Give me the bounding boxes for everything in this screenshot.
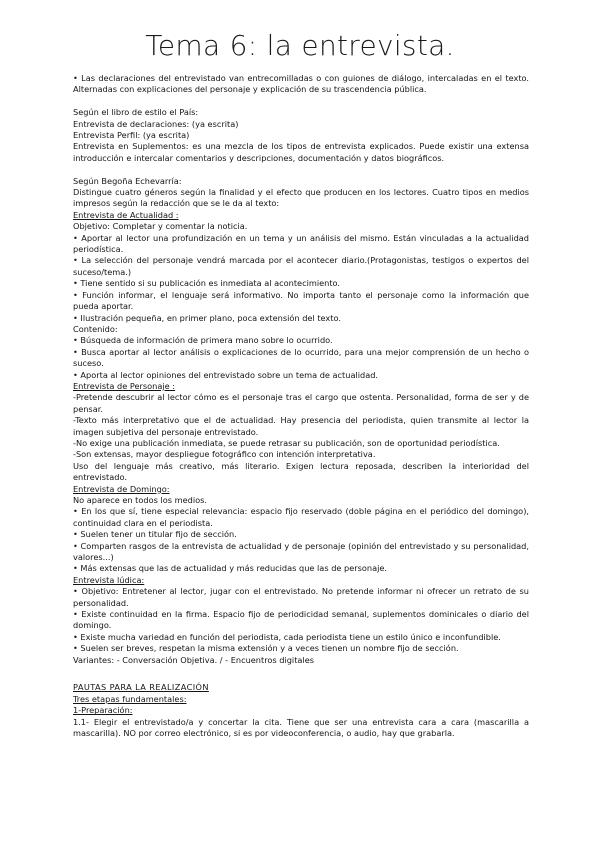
paragraph-suplementos: Entrevista en Suplementos: es una mezcla de los tipos de entrevista explicados. Puede existir una extensa introducción e intercalar comentarios y descripciones, documentación y datos biográficos.: [73, 141, 529, 163]
heading-begona: Según Begoña Echevarría:: [73, 175, 182, 186]
bullet-domingo-1: • En los que sí, tiene especial relevancia: espacio fijo reservado (doble página en el periódico del domingo), continuidad clara en el periodista.: [73, 506, 529, 528]
heading-pautas: PAUTAS PARA LA REALIZACIÓN: [73, 682, 209, 693]
heading-entrevista-personaje: Entrevista de Personaje :: [73, 380, 176, 391]
heading-entrevista-domingo: Entrevista de Domingo:: [73, 483, 170, 494]
heading-tres-etapas: Tres etapas fundamentales:: [73, 693, 187, 704]
page-title: Tema 6: la entrevista.: [145, 29, 455, 62]
bullet-actualidad-1: • Aportar al lector una profundización en un tema y un análisis del mismo. Están vinculadas a la actualidad periodística.: [73, 232, 529, 255]
bullet-ludica-1: • Objetivo: Entretener al lector, jugar con el entrevistado. No pretende informar ni ofrecer un retrato de su personalidad.: [73, 586, 529, 608]
bullet-domingo-4: • Más extensas que las de actualidad y más reducidas que las de personaje.: [73, 563, 388, 574]
line-no-aparece: No aparece en todos los medios.: [73, 495, 207, 505]
spacer: [73, 666, 529, 677]
dash-personaje-3: -No exige una publicación inmediata, se puede retrasar su publicación, son de oportunidad periodística.: [73, 437, 500, 448]
paragraph-elegir-entrevistado: 1.1- Elegir el entrevistado/a y concertar la cita. Tiene que ser una entrevista cara a cara (mascarilla a mascarilla). NO por correo electrónico, si es por videoconferencia, o audio, hay que grabarla.: [73, 716, 529, 739]
line-variantes: Variantes: - Conversación Objetiva. / - Encuentros digitales: [73, 654, 315, 665]
bullet-actualidad-2: • La selección del personaje vendrá marcada por el acontecer diario.(Protagonistas, testigos o expertos del suceso/tema.): [73, 255, 529, 277]
dash-personaje-4: -Son extensas, mayor despliegue fotográfico con intención interpretativa.: [73, 449, 376, 460]
bullet-ludica-4: • Suelen ser breves, respetan la misma extensión y a veces tienen un nombre fijo de sección.: [73, 643, 459, 654]
bullet-contenido-1: • Búsqueda de información de primera mano sobre lo ocurrido.: [73, 335, 333, 346]
paragraph-declaraciones: • Las declaraciones del entrevistado van entrecomilladas o con guiones de diálogo, intercaladas en el texto. Alternadas con explicaciones del personaje y explicación de su trascendencia pública.: [73, 73, 529, 95]
bullet-ludica-2: • Existe continuidad en la firma. Espacio fijo de periodicidad semanal, suplementos dominicales o diario del domingo.: [73, 609, 529, 631]
line-contenido: Contenido:: [73, 323, 118, 334]
heading-libro-estilo: Según el libro de estilo el País:: [73, 107, 199, 118]
bullet-actualidad-5: • Ilustración pequeña, en primer plano, poca extensión del texto.: [73, 312, 341, 323]
spacer: [73, 96, 529, 107]
paragraph-generos: Distingue cuatro géneros según la finalidad y el efecto que producen en los lectores. Cuatro tipos en medios impresos según la redacción que se le da al texto:: [73, 187, 529, 209]
dash-personaje-1: -Pretende descubrir al lector cómo es el personaje tras el cargo que ostenta. Personalidad, forma de ser y de pensar.: [73, 392, 529, 414]
document-body: [73, 73, 529, 740]
line-lenguaje: Uso del lenguaje más creativo, más literario. Exigen lectura reposada, describen la interioridad del entrevistado.: [73, 460, 529, 483]
dash-personaje-2: -Texto más interpretativo que el de actualidad. Hay presencia del periodista, quien transmite al lector la imagen subjetiva del personaje entrevistado.: [73, 415, 529, 437]
spacer: [73, 164, 529, 175]
line-objetivo: Objetivo: Completar y comentar la noticia.: [73, 221, 248, 232]
line-entrevista-declaraciones: Entrevista de declaraciones: (ya escrita): [73, 118, 239, 129]
bullet-actualidad-4: • Función informar, el lenguaje será informativo. No importa tanto el personaje como la información que pueda aportar.: [73, 289, 529, 312]
bullet-actualidad-3: • Tiene sentido si su publicación es inmediata al acontecimiento.: [73, 278, 341, 289]
heading-preparacion: 1-Preparación:: [73, 705, 133, 716]
bullet-domingo-3: • Comparten rasgos de la entrevista de actualidad y de personaje (opinión del entrevistado y su personalidad, valores...): [73, 540, 529, 563]
bullet-domingo-2: • Suelen tener un titular fijo de sección.: [73, 529, 237, 540]
heading-entrevista-actualidad: Entrevista de Actualidad :: [73, 209, 179, 220]
line-entrevista-perfil: Entrevista Perfil: (ya escrita): [73, 130, 190, 141]
heading-entrevista-ludica: Entrevista lúdica:: [73, 574, 145, 585]
bullet-contenido-3: • Aporta al lector opiniones del entrevistado sobre un tema de actualidad.: [73, 369, 379, 380]
bullet-ludica-3: • Existe mucha variedad en función del periodista, cada periodista tiene un estilo único e inconfundible.: [73, 631, 501, 642]
bullet-contenido-2: • Busca aportar al lector análisis o explicaciones de lo ocurrido, para una mejor comprensión de un hecho o suceso.: [73, 346, 529, 369]
